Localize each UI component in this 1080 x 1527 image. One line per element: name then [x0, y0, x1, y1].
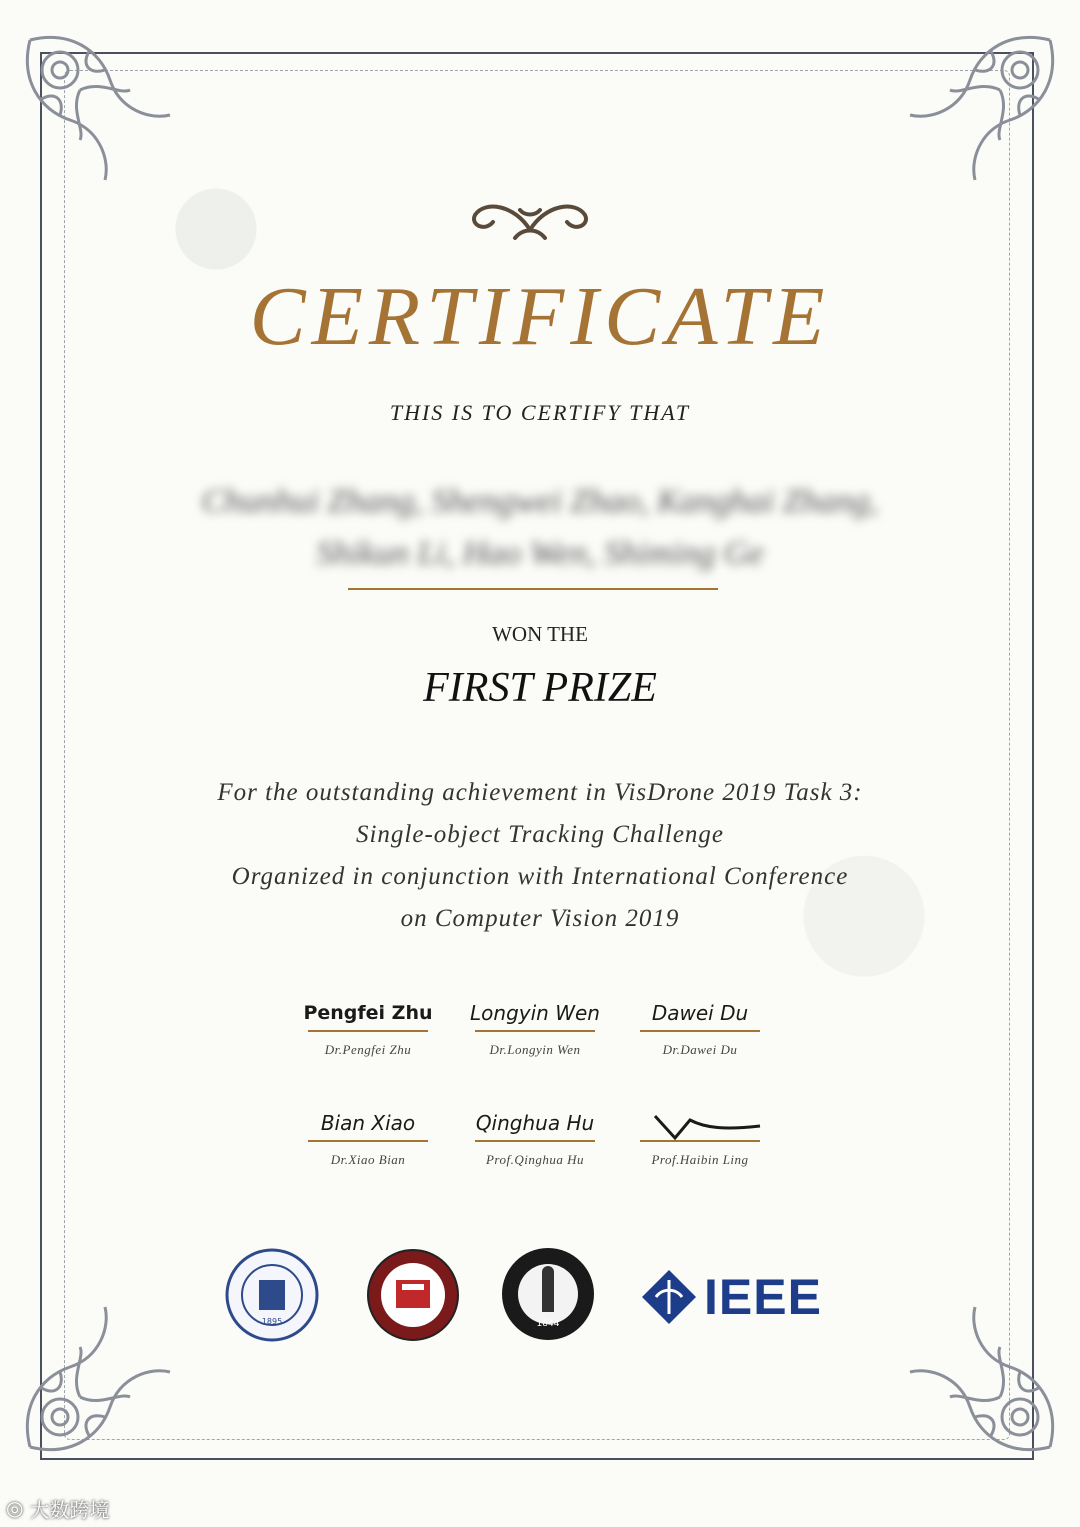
won-line: WON THE [492, 622, 588, 646]
signature-block [283, 998, 453, 1058]
svg-text:1895: 1895 [261, 1317, 283, 1326]
signatory-name: Dr.Xiao Bian [330, 1152, 406, 1167]
certificate-title: CERTIFICATE [249, 270, 831, 363]
corner-ornament-icon [900, 1297, 1070, 1467]
ieee-logo [640, 1264, 850, 1330]
recipient-names-line: Shikun Li, Hao Wen, Shiming Ge [316, 535, 764, 572]
signature: Pengfei Zhu [303, 1002, 433, 1024]
ieee-diamond-icon [640, 1268, 698, 1326]
certify-line: THIS IS TO CERTIFY THAT [389, 400, 691, 425]
signature-line [308, 1140, 428, 1142]
watermark [6, 1494, 109, 1522]
signatory-name: Dr.Dawei Du [662, 1042, 738, 1057]
description-line: on Computer Vision 2019 [400, 905, 680, 932]
flourish-ornament-icon [465, 190, 595, 250]
signature-line [475, 1140, 595, 1142]
watermark-text: 大数跨境 [29, 1497, 110, 1522]
signature: Bian Xiao [320, 1111, 416, 1135]
recipient-names-line: Chunhui Zhang, Shengwei Zhao, Kanghai Zhang, [201, 483, 879, 520]
recipient-names [0, 476, 1080, 580]
description-line: Organized in conjunction with International Conference [231, 863, 849, 890]
signature-line [475, 1030, 595, 1032]
signature: Dawei Du [651, 1001, 749, 1025]
recipient-underline [348, 588, 718, 590]
stony-brook-seal-icon [366, 1248, 460, 1342]
signature: Longyin Wen [470, 1001, 600, 1025]
achievement-description [0, 772, 1080, 940]
signature-block [283, 1108, 453, 1168]
signature-block [615, 1108, 785, 1168]
signature-scribble-icon [615, 1108, 785, 1138]
weibo-eye-icon: ◎ [6, 1496, 24, 1520]
signature: Qinghua Hu [475, 1111, 595, 1135]
signatory-name: Prof.Haibin Ling [651, 1152, 749, 1167]
prize-title: FIRST PRIZE [423, 665, 657, 711]
signature-block [450, 1108, 620, 1168]
albany-year: 1844 [536, 1319, 560, 1329]
signatory-name: Dr.Pengfei Zhu [324, 1042, 412, 1057]
description-line: Single-object Tracking Challenge [355, 821, 725, 848]
signature-line [640, 1030, 760, 1032]
corner-ornament-icon [10, 1297, 180, 1467]
corner-ornament-icon [10, 20, 180, 190]
signature-block [450, 998, 620, 1058]
signatory-name: Prof.Qinghua Hu [485, 1152, 585, 1167]
description-line: For the outstanding achievement in VisDrone 2019 Task 3: [217, 779, 863, 806]
university-at-albany-seal-icon [500, 1246, 596, 1342]
ieee-wordmark: IEEE [704, 1269, 822, 1325]
tianjin-university-seal-icon [225, 1248, 319, 1342]
corner-ornament-icon [900, 20, 1070, 190]
signature-block [615, 998, 785, 1058]
signature-line [308, 1030, 428, 1032]
signatory-name: Dr.Longyin Wen [489, 1042, 581, 1057]
